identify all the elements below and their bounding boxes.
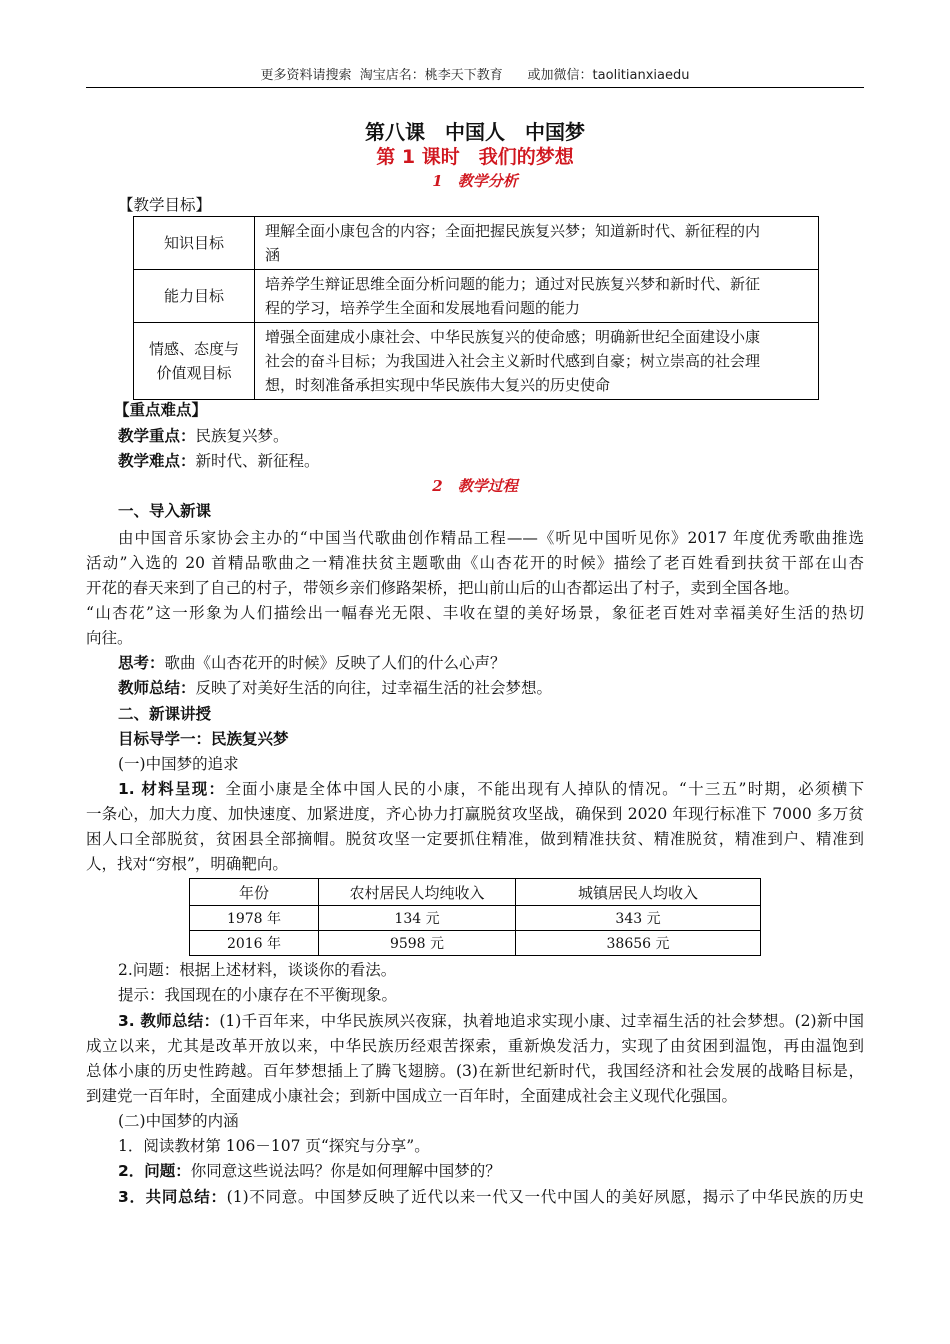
goal-label: 能力目标 — [134, 270, 255, 323]
goal-content: 理解全面小康包含的内容；全面把握民族复兴梦；知道新时代、新征程的内 涵 — [255, 217, 819, 270]
intro-paragraph-line: 由中国音乐家协会主办的“中国当代歌曲创作精品工程——《听见中国听见你》2017 年度优秀歌曲推选 — [118, 529, 864, 547]
goal-label: 知识目标 — [134, 217, 255, 270]
column-header: 农村居民人均纯收入 — [319, 879, 516, 906]
material-line: 一条心，加大力度、加快速度、加紧进度，齐心协力打赢脱贫攻坚战，确保到 2020 年现行标准下 7000 多万贫 — [86, 805, 864, 823]
period-title: 第 1 课时 我们的梦想 — [376, 146, 574, 168]
question-2: 2.问题：根据上述材料，谈谈你的看法。 — [118, 961, 397, 979]
goal-content: 增强全面建成小康社会、中华民族复兴的使命感；明确新世纪全面建设小康 社会的奋斗目标；为我国进入社会主义新时代感到自豪；树立崇高的社会理 想，时刻准备承担实现中华民族伟大复兴的历史使命 — [255, 323, 819, 400]
column-header: 年份 — [190, 879, 319, 906]
page-header: 更多资料请搜索 淘宝店名：桃李天下教育 或加微信：taolitianxiaedu — [260, 68, 690, 83]
goal-content: 培养学生辩证思维全面分析问题的能力；通过对民族复兴梦和新时代、新征 程的学习，培养学生全面和发展地看问题的能力 — [255, 270, 819, 323]
table-row — [134, 217, 819, 270]
table-row — [190, 931, 761, 956]
table-row — [134, 270, 819, 323]
intro-paragraph-line: “山杏花”这一形象为人们描绘出一幅春光无限、丰收在望的美好场景，象征老百姓对幸福美好生活的热切 — [86, 604, 864, 622]
teaching-difficulty: 教学难点：新时代、新征程。 — [118, 452, 320, 470]
intro-heading: 一、导入新课 — [118, 502, 212, 520]
table-cell: 1978 年 — [190, 906, 319, 931]
lesson-title: 第八课 中国人 中国梦 — [365, 120, 585, 144]
key-points-heading: 【重点难点】 — [114, 401, 208, 419]
table-cell: 134 元 — [319, 906, 516, 931]
intro-paragraph-line: 向往。 — [86, 629, 133, 647]
teaching-focus: 教学重点：民族复兴梦。 — [118, 427, 289, 445]
question: 2．问题：你同意这些说法吗？你是如何理解中国梦的？ — [118, 1162, 501, 1180]
table-cell: 343 元 — [516, 906, 761, 931]
goal-guide-1: 目标导学一：民族复兴梦 — [118, 730, 289, 748]
think-question: 思考：歌曲《山杏花开的时候》反映了人们的什么心声？ — [118, 654, 506, 672]
table-cell: 9598 元 — [319, 931, 516, 956]
goals-table — [133, 216, 819, 400]
section-heading-analysis: 1 教学分析 — [432, 172, 518, 190]
teacher-summary-line: 成立以来，尤其是改革开放以来，中华民族历经艰苦探索，重新焕发活力，实现了由贫困到温饱，再由温饱到 — [86, 1037, 864, 1055]
section-heading-process: 2 教学过程 — [432, 477, 518, 495]
teacher-summary-line: 3. 教师总结：(1)千百年来，中华民族夙兴夜寐，执着地追求实现小康、过幸福生活的社会梦想。(2)新中国 — [118, 1012, 864, 1030]
goals-heading: 【教学目标】 — [118, 196, 212, 214]
common-summary-line: 3．共同总结：(1)不同意。中国梦反映了近代以来一代又一代中国人的美好夙愿，揭示了中华民族的历史 — [118, 1188, 864, 1206]
subsection-heading: (二)中国梦的内涵 — [118, 1112, 239, 1130]
intro-summary: 教师总结：反映了对美好生活的向往，过幸福生活的社会梦想。 — [118, 679, 553, 697]
table-cell: 2016 年 — [190, 931, 319, 956]
table-row — [134, 323, 819, 400]
lesson-heading: 二、新课讲授 — [118, 705, 212, 723]
material-line: 困人口全部脱贫，贫困县全部摘帽。脱贫攻坚一定要抓住精准，做到精准扶贫、精准脱贫，精准到户、精准到 — [86, 830, 864, 848]
teacher-summary-line: 总体小康的历史性跨越。百年梦想插上了腾飞翅膀。(3)在新世纪新时代，我国经济和社会发展的战略目标是， — [86, 1062, 864, 1080]
income-table — [189, 878, 761, 956]
reading-task: 1．阅读教材第 106－107 页“探究与分享”。 — [118, 1137, 430, 1155]
hint: 提示：我国现在的小康存在不平衡现象。 — [118, 986, 398, 1004]
intro-paragraph-line: 开花的春天来到了自己的村子，带领乡亲们修路架桥，把山前山后的山杏都运出了村子，卖到全国各地。 — [86, 579, 800, 597]
material-line: 1. 材料呈现：全面小康是全体中国人民的小康，不能出现有人掉队的情况。“十三五”时期，必须横下 — [118, 780, 864, 798]
table-row — [190, 906, 761, 931]
table-cell: 38656 元 — [516, 931, 761, 956]
goal-label: 情感、态度与 价值观目标 — [134, 323, 255, 400]
intro-paragraph-line: 活动”入选的 20 首精品歌曲之一精准扶贫主题歌曲《山杏花开的时候》描绘了老百姓看到扶贫干部在山杏 — [86, 554, 864, 572]
header-rule — [86, 87, 864, 88]
teacher-summary-line: 到建党一百年时，全面建成小康社会；到新中国成立一百年时，全面建成社会主义现代化强国。 — [86, 1087, 738, 1105]
table-header-row — [190, 879, 761, 906]
column-header: 城镇居民人均收入 — [516, 879, 761, 906]
material-line: 人，找对“穷根”，明确靶向。 — [86, 855, 288, 873]
subsection-heading: (一)中国梦的追求 — [118, 755, 239, 773]
